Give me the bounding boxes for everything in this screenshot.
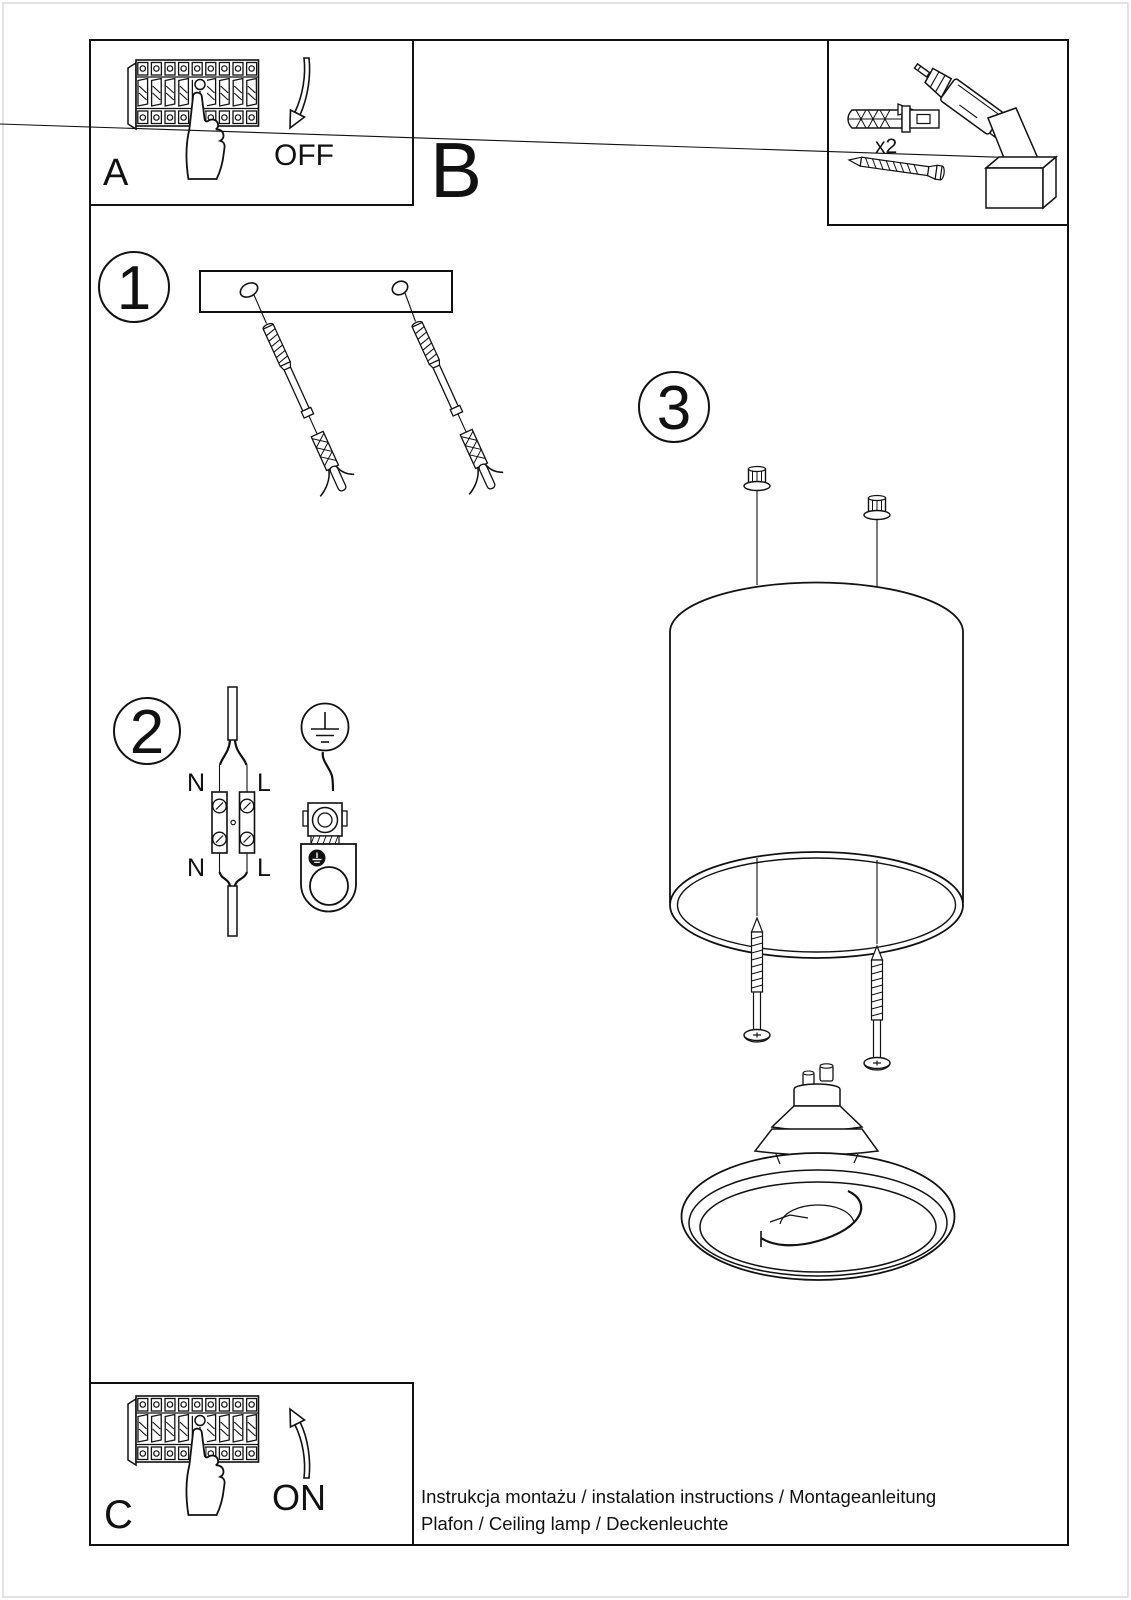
mounting-screw-right <box>864 946 890 1070</box>
wall-plug-anchor-left <box>246 317 358 500</box>
panel-a-label: A <box>103 152 129 194</box>
panel-b-label: B <box>430 126 483 214</box>
on-label: ON <box>272 1477 326 1518</box>
anchor-quantity-label: x2 <box>875 135 898 158</box>
off-label: OFF <box>274 139 334 172</box>
step-2-number: 2 <box>129 698 165 767</box>
step1-illustration <box>99 252 507 500</box>
wall-plug-anchor-right <box>395 315 507 498</box>
footer-line2: Plafon / Ceiling lamp / Deckenleuchte <box>421 1513 729 1534</box>
wire-l-top-label: L <box>257 769 271 797</box>
wire-l-bottom-label: L <box>257 854 271 882</box>
ground-wire <box>323 752 333 791</box>
mounting-bracket <box>200 271 452 312</box>
panel-c-label: C <box>104 1493 133 1537</box>
main-frame <box>90 40 1068 1545</box>
lamp-cylinder <box>670 583 963 959</box>
light-bulb <box>682 1064 955 1280</box>
terminal-block <box>212 792 255 853</box>
cable-bottom <box>228 886 237 936</box>
step-1-number: 1 <box>116 254 152 323</box>
wire-n-top-label: N <box>186 769 206 797</box>
page-scan-border <box>3 3 1128 1597</box>
step-3-number: 3 <box>656 374 692 443</box>
step3-illustration <box>639 372 963 1280</box>
mounting-screw-left <box>744 918 770 1042</box>
stud-left <box>744 467 770 491</box>
ground-symbol-icon <box>302 704 349 751</box>
footer <box>421 1486 936 1534</box>
footer-line1: Instrukcja montażu / instalation instructions / Montageanleitung <box>421 1486 937 1507</box>
wire-n-bottom-label: N <box>186 854 206 882</box>
cable-top <box>228 687 237 740</box>
ground-terminal <box>301 803 356 912</box>
stud-right <box>864 496 890 520</box>
